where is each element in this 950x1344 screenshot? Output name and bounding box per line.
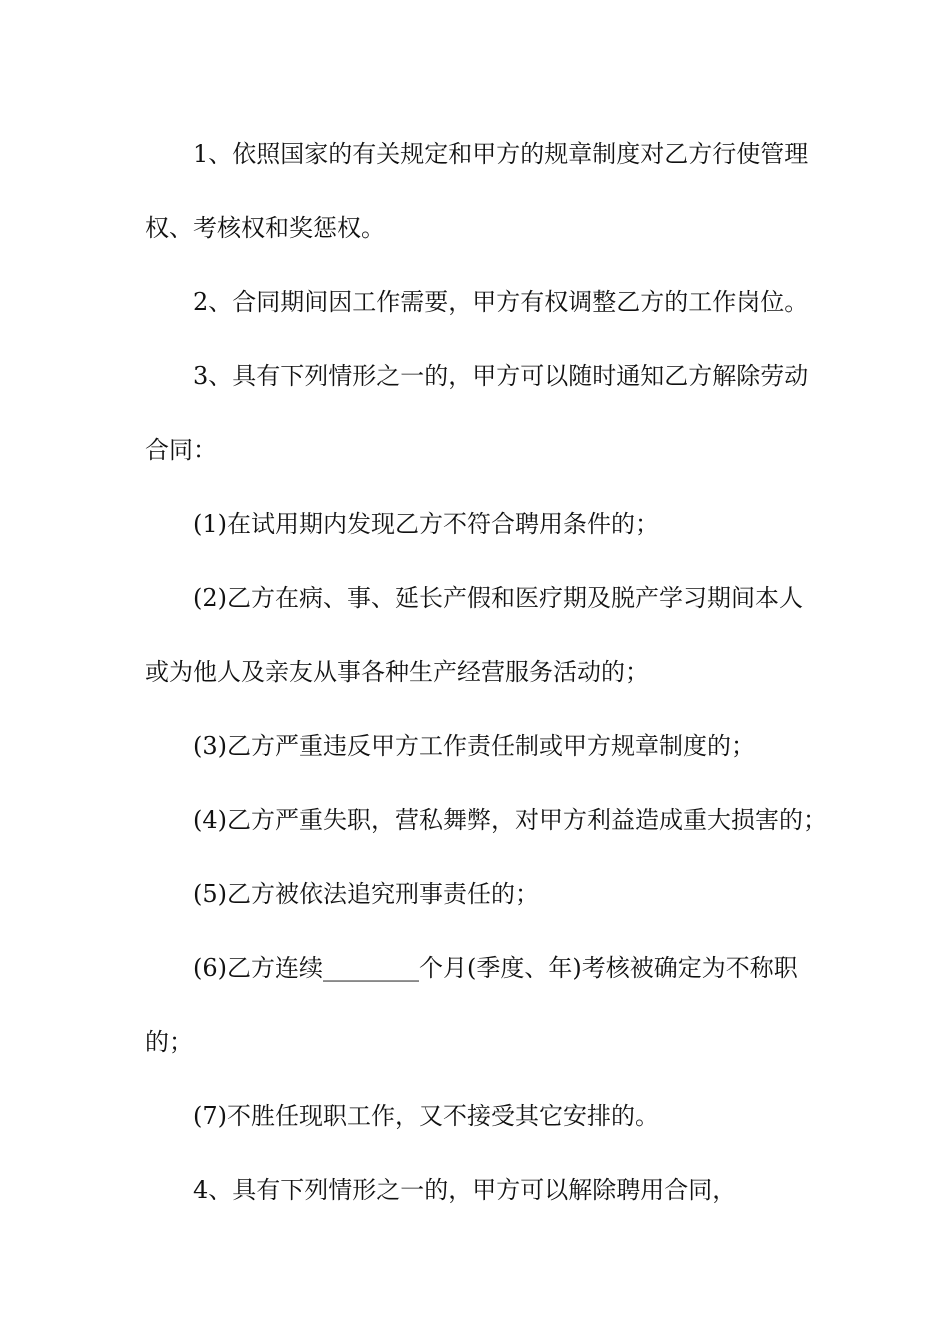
text-line: 1、依照国家的有关规定和甲方的规章制度对乙方行使管理 [193, 140, 809, 168]
text-line: 或为他人及亲友从事各种生产经营服务活动的； [145, 658, 649, 686]
text-line: 的； [145, 1028, 193, 1056]
text-line: (5)乙方被依法追究刑事责任的； [193, 880, 539, 908]
text-line: (6)乙方连续________个月(季度、年)考核被确定为不称职 [193, 954, 798, 982]
text-line: (7)不胜任现职工作，又不接受其它安排的。 [193, 1102, 659, 1130]
text-line: (1)在试用期内发现乙方不符合聘用条件的； [193, 510, 659, 538]
text-line: (3)乙方严重违反甲方工作责任制或甲方规章制度的； [193, 732, 755, 760]
text-line: 合同： [145, 436, 217, 464]
text-line: (2)乙方在病、事、延长产假和医疗期及脱产学习期间本人 [193, 584, 803, 612]
text-line: 4、具有下列情形之一的，甲方可以解除聘用合同， [193, 1176, 737, 1204]
text-line: (4)乙方严重失职，营私舞弊，对甲方利益造成重大损害的； [193, 806, 827, 834]
text-line: 权、考核权和奖惩权。 [145, 214, 385, 242]
text-line: 2、合同期间因工作需要，甲方有权调整乙方的工作岗位。 [193, 288, 809, 316]
text-line: 3、具有下列情形之一的，甲方可以随时通知乙方解除劳动 [193, 362, 809, 390]
document-body [145, 131, 827, 1241]
